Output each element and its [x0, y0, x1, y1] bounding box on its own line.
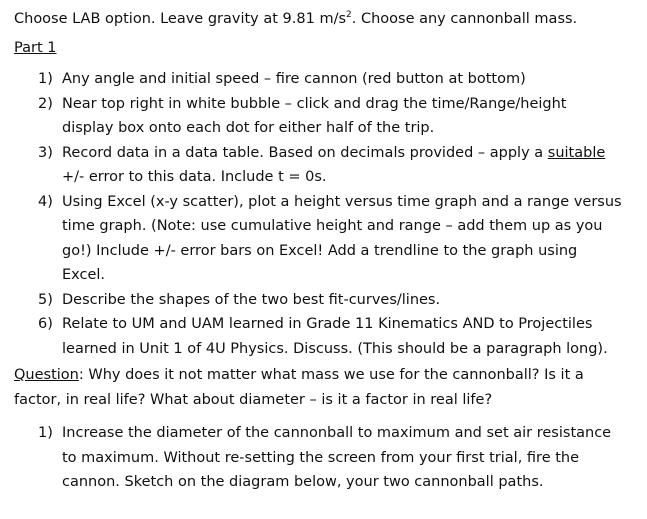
list-item-number: 2)	[38, 95, 53, 112]
intro-superscript: 2	[346, 10, 352, 20]
list-item-line: +/- error to this data. Include t = 0s.	[62, 169, 327, 185]
list-item-number: 1)	[38, 425, 53, 441]
list-item-line: Near top right in white bubble – click and drag the time/Range/height	[62, 95, 567, 112]
list-item-6	[14, 312, 640, 361]
document-page	[14, 3, 640, 495]
list-item-line: Relate to UM and UAM learned in Grade 11 Kinematics AND to Projectiles	[62, 316, 593, 332]
list-item-line: learned in Unit 1 of 4U Physics. Discuss. (This should be a paragraph long).	[62, 340, 608, 357]
list-item-number: 3)	[38, 144, 53, 161]
list-item-line: Using Excel (x-y scatter), plot a height versus time graph and a range versus	[62, 193, 622, 210]
question-label: Question	[14, 367, 79, 383]
question-text: : Why does it not matter what mass we use for the cannonball? Is it a	[78, 367, 584, 383]
intro-text-after: . Choose any cannonball mass.	[351, 11, 578, 27]
list-item-text: Record data in a data table. Based on decimals provided – apply a	[62, 144, 548, 161]
list-item-number: 4)	[38, 193, 53, 210]
intro-instruction	[14, 3, 640, 32]
list-item-line: Describe the shapes of the two best fit-curves/lines.	[62, 291, 441, 308]
list-item-line: Increase the diameter of the cannonball to maximum and set air resistance	[62, 425, 612, 441]
list-item-5	[14, 288, 640, 313]
underlined-word: suitable	[547, 144, 606, 161]
list-item-line: time graph. (Note: use cumulative height and range – add them up as you	[62, 218, 603, 234]
list-item-line: display box onto each dot for either half of the trip.	[62, 120, 435, 136]
part-2-list	[14, 421, 640, 495]
list-item-line	[62, 141, 640, 166]
question-line-2: factor, in real life? What about diameter – is it a factor in real life?	[14, 391, 493, 408]
list-item-line: Any angle and initial speed – fire cannon (red button at bottom)	[62, 71, 526, 87]
list-item-line: go!) Include +/- error bars on Excel! Add a trendline to the graph using	[62, 242, 578, 259]
list-item-number: 6)	[38, 316, 53, 332]
list-item-number: 1)	[38, 71, 53, 87]
list-item-line: Excel.	[62, 267, 106, 283]
list-item-1	[14, 421, 640, 495]
list-item-number: 5)	[38, 291, 53, 308]
part-1-heading: Part 1	[14, 39, 57, 56]
question-block	[14, 363, 640, 412]
intro-text-before: Choose LAB option. Leave gravity at 9.81 m/s	[14, 11, 347, 27]
part-1-list	[14, 67, 640, 361]
list-item-4	[14, 190, 640, 288]
list-item-2	[14, 92, 640, 141]
list-item-line: cannon. Sketch on the diagram below, your two cannonball paths.	[62, 474, 544, 490]
question-line-1	[14, 363, 640, 388]
list-item-3	[14, 141, 640, 190]
list-item-line: to maximum. Without re-setting the screen from your first trial, fire the	[62, 449, 580, 466]
list-item-1	[14, 67, 640, 92]
